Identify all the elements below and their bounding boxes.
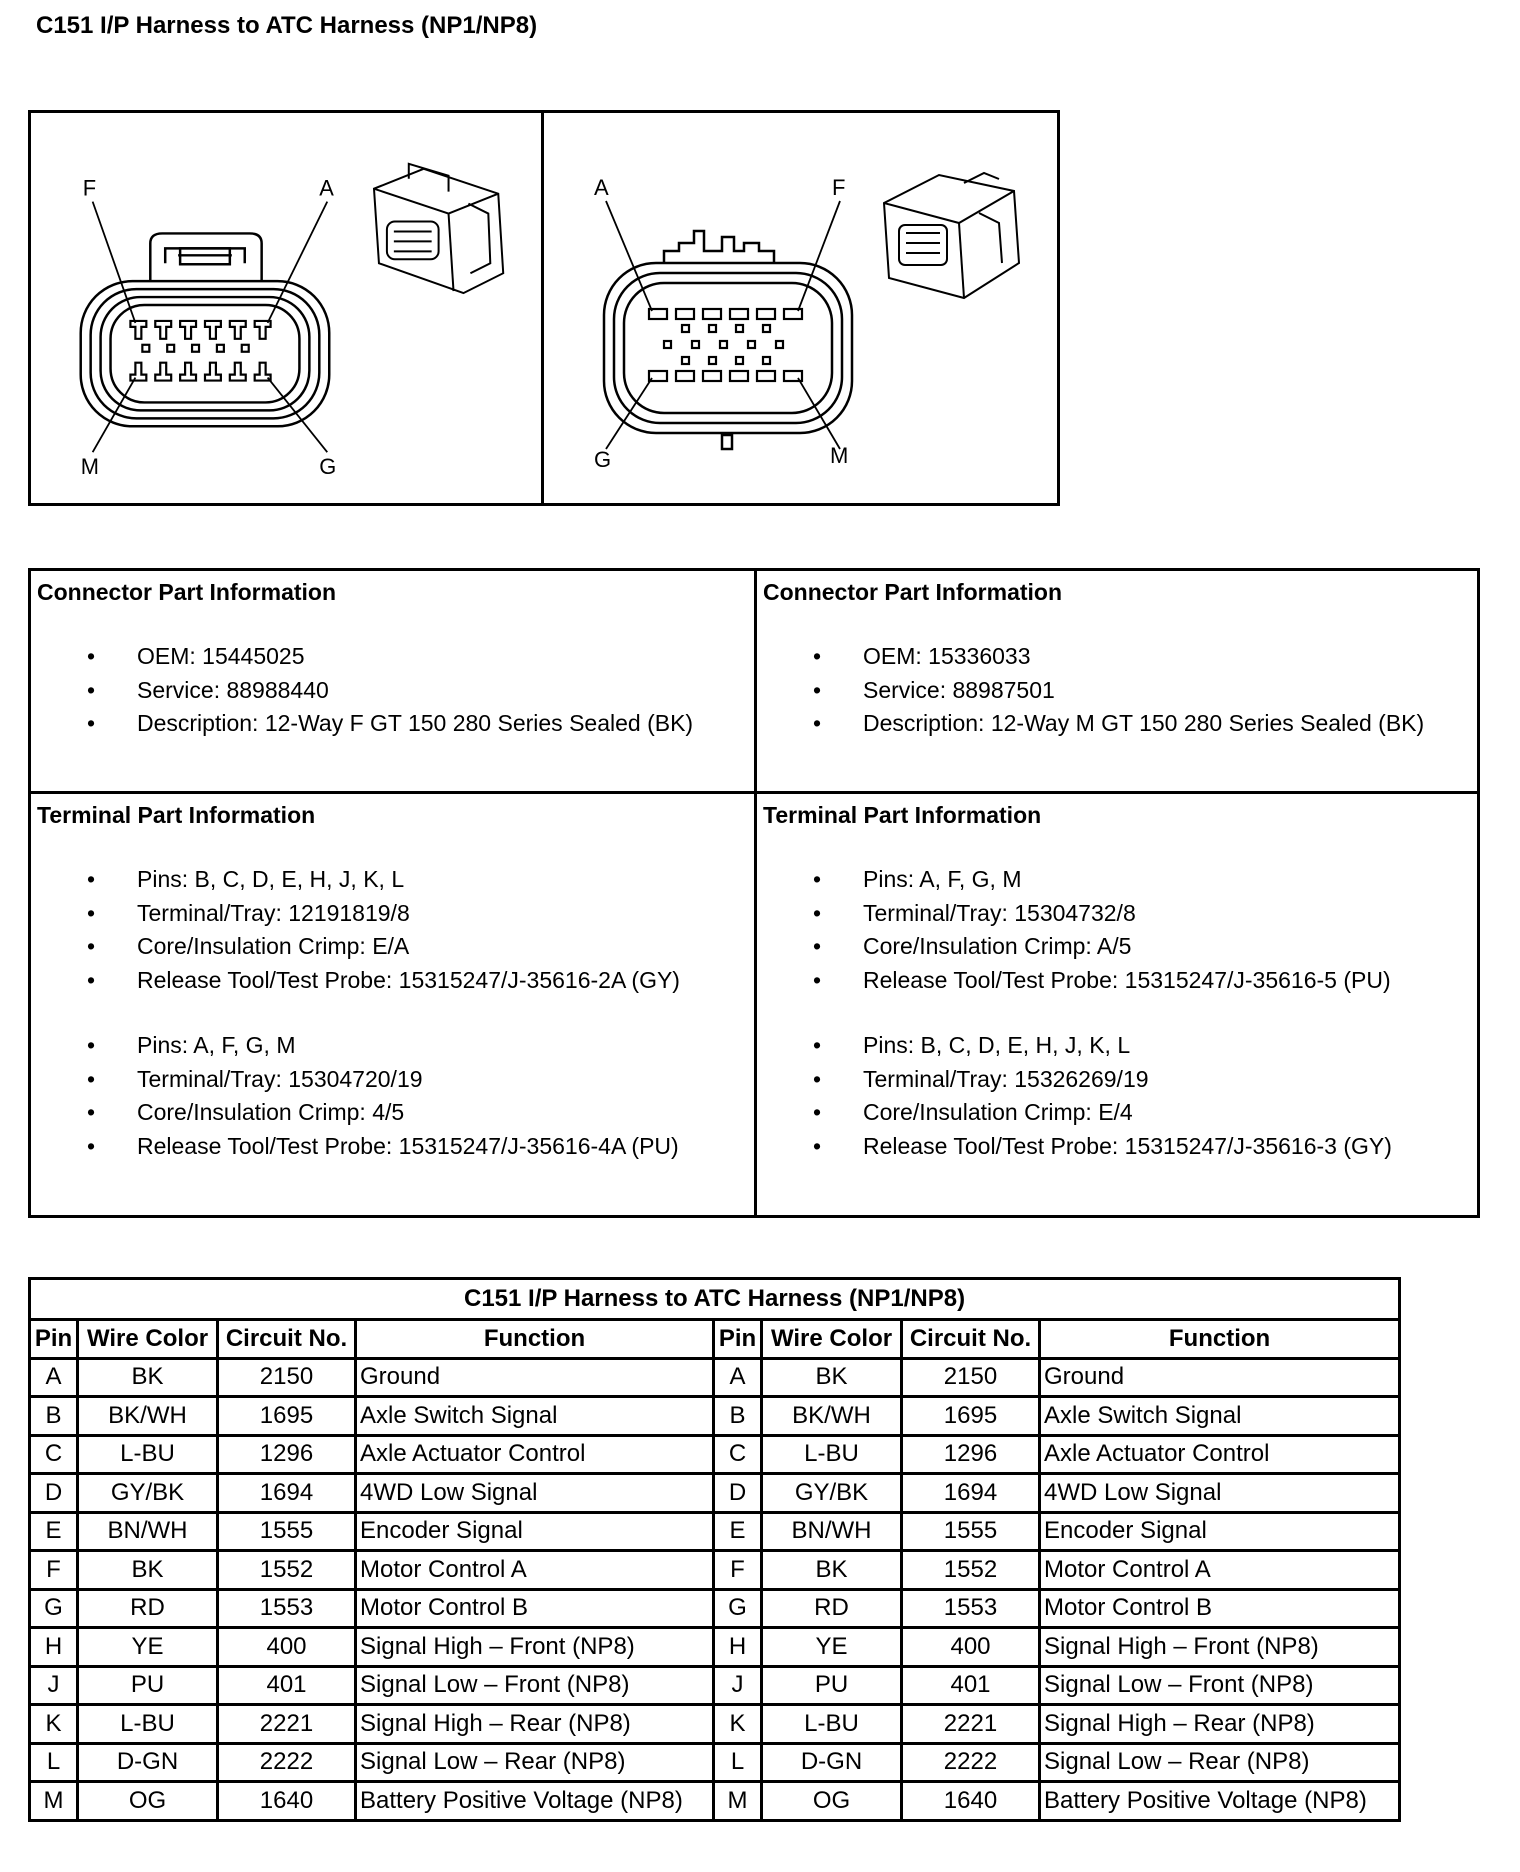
list-item: • Terminal/Tray: 15304720/19 <box>37 1063 748 1097</box>
function-cell: Motor Control A <box>356 1551 714 1590</box>
col-header: Wire Color <box>78 1320 218 1359</box>
wire-color-cell: BK/WH <box>78 1397 218 1436</box>
table-row <box>30 1474 1400 1513</box>
list-item: • Description: 12-Way M GT 150 280 Series Sealed (BK) <box>763 707 1471 741</box>
circuit-cell: 1296 <box>218 1435 356 1474</box>
circuit-cell: 401 <box>218 1666 356 1705</box>
table-row <box>30 1743 1400 1782</box>
wire-color-cell: L-BU <box>78 1705 218 1744</box>
table-row <box>30 1589 1400 1628</box>
label-top-left: A <box>594 175 609 200</box>
circuit-cell: 1552 <box>902 1551 1040 1590</box>
table-row <box>30 1628 1400 1667</box>
list-item: • OEM: 15336033 <box>763 640 1471 674</box>
circuit-cell: 401 <box>902 1666 1040 1705</box>
function-cell: Motor Control B <box>356 1589 714 1628</box>
wire-color-cell: BK <box>762 1551 902 1590</box>
function-cell: Axle Actuator Control <box>1040 1435 1400 1474</box>
page-title: C151 I/P Harness to ATC Harness (NP1/NP8) <box>36 12 538 39</box>
pin-cell: A <box>30 1358 78 1397</box>
pin-cell: J <box>30 1666 78 1705</box>
wire-color-cell: BK <box>78 1358 218 1397</box>
col-header: Pin <box>30 1320 78 1359</box>
circuit-cell: 1555 <box>218 1512 356 1551</box>
wire-color-cell: BK <box>78 1551 218 1590</box>
pin-cell: E <box>714 1512 762 1551</box>
table-header-row <box>30 1320 1400 1359</box>
list-item: • Terminal/Tray: 12191819/8 <box>37 897 748 931</box>
circuit-cell: 2221 <box>902 1705 1040 1744</box>
table-row <box>30 1666 1400 1705</box>
terminal-info-left <box>31 791 754 1215</box>
table-caption: C151 I/P Harness to ATC Harness (NP1/NP8) <box>30 1279 1400 1320</box>
pin-cell: E <box>30 1512 78 1551</box>
circuit-cell: 1296 <box>902 1435 1040 1474</box>
function-cell: Signal Low – Front (NP8) <box>356 1666 714 1705</box>
circuit-cell: 2221 <box>218 1705 356 1744</box>
label-bottom-right: G <box>319 454 337 480</box>
function-cell: Signal High – Rear (NP8) <box>356 1705 714 1744</box>
pin-cell: C <box>30 1435 78 1474</box>
list-item: • Pins: B, C, D, E, H, J, K, L <box>37 863 748 897</box>
function-cell: Signal High – Front (NP8) <box>1040 1628 1400 1667</box>
function-cell: Encoder Signal <box>1040 1512 1400 1551</box>
connector-info-heading: Connector Part Information <box>37 579 337 605</box>
list-item: • Release Tool/Test Probe: 15315247/J-35616-3 (GY) <box>763 1130 1471 1164</box>
table-row <box>30 1397 1400 1436</box>
female-connector-drawing <box>31 113 541 503</box>
table-row <box>30 1435 1400 1474</box>
function-cell: 4WD Low Signal <box>356 1474 714 1513</box>
pin-cell: L <box>714 1743 762 1782</box>
connector-info-right <box>754 571 1477 791</box>
wire-color-cell: BK/WH <box>762 1397 902 1436</box>
pin-cell: K <box>714 1705 762 1744</box>
wire-color-cell: OG <box>762 1782 902 1821</box>
wire-color-cell: YE <box>78 1628 218 1667</box>
pin-cell: M <box>30 1782 78 1821</box>
wire-color-cell: D-GN <box>78 1743 218 1782</box>
table-row <box>30 1705 1400 1744</box>
table-row <box>30 1512 1400 1551</box>
pin-cell: M <box>714 1782 762 1821</box>
pin-cell: F <box>714 1551 762 1590</box>
wire-color-cell: PU <box>78 1666 218 1705</box>
pinout-rows <box>30 1358 1400 1820</box>
list-item: • Release Tool/Test Probe: 15315247/J-35616-5 (PU) <box>763 964 1471 998</box>
wire-color-cell: L-BU <box>762 1705 902 1744</box>
list-item: • Core/Insulation Crimp: 4/5 <box>37 1096 748 1130</box>
wire-color-cell: L-BU <box>78 1435 218 1474</box>
pin-cell: H <box>714 1628 762 1667</box>
wire-color-cell: GY/BK <box>78 1474 218 1513</box>
wire-color-cell: PU <box>762 1666 902 1705</box>
label-top-left: F <box>82 175 97 201</box>
col-header: Wire Color <box>762 1320 902 1359</box>
circuit-cell: 1694 <box>218 1474 356 1513</box>
circuit-cell: 400 <box>218 1628 356 1667</box>
wire-color-cell: OG <box>78 1782 218 1821</box>
function-cell: 4WD Low Signal <box>1040 1474 1400 1513</box>
wire-color-cell: YE <box>762 1628 902 1667</box>
function-cell: Battery Positive Voltage (NP8) <box>356 1782 714 1821</box>
function-cell: Axle Switch Signal <box>1040 1397 1400 1436</box>
circuit-cell: 1695 <box>218 1397 356 1436</box>
list-item: • Release Tool/Test Probe: 15315247/J-35616-4A (PU) <box>37 1130 748 1164</box>
function-cell: Ground <box>1040 1358 1400 1397</box>
pin-cell: C <box>714 1435 762 1474</box>
function-cell: Signal Low – Rear (NP8) <box>1040 1743 1400 1782</box>
wire-color-cell: BK <box>762 1358 902 1397</box>
circuit-cell: 1640 <box>218 1782 356 1821</box>
list-item: • Terminal/Tray: 15326269/19 <box>763 1063 1471 1097</box>
connector-info-heading: Connector Part Information <box>763 579 1063 605</box>
terminal-info-heading: Terminal Part Information <box>763 802 1042 828</box>
wire-color-cell: BN/WH <box>762 1512 902 1551</box>
circuit-cell: 2150 <box>902 1358 1040 1397</box>
circuit-cell: 2222 <box>902 1743 1040 1782</box>
circuit-cell: 400 <box>902 1628 1040 1667</box>
col-header: Pin <box>714 1320 762 1359</box>
circuit-cell: 1555 <box>902 1512 1040 1551</box>
circuit-cell: 1640 <box>902 1782 1040 1821</box>
label-bottom-left: G <box>594 447 612 472</box>
wire-color-cell: GY/BK <box>762 1474 902 1513</box>
function-cell: Signal Low – Front (NP8) <box>1040 1666 1400 1705</box>
pin-cell: B <box>30 1397 78 1436</box>
function-cell: Battery Positive Voltage (NP8) <box>1040 1782 1400 1821</box>
list-item: • Pins: B, C, D, E, H, J, K, L <box>763 1029 1471 1063</box>
circuit-cell: 1553 <box>218 1589 356 1628</box>
male-connector-diagram <box>544 113 1057 503</box>
part-information <box>28 568 1480 1218</box>
list-item: • Service: 88987501 <box>763 674 1471 708</box>
pin-cell: K <box>30 1705 78 1744</box>
col-header: Circuit No. <box>902 1320 1040 1359</box>
list-item: • OEM: 15445025 <box>37 640 748 674</box>
connector-diagrams <box>28 110 1060 506</box>
pin-cell: G <box>714 1589 762 1628</box>
circuit-cell: 1552 <box>218 1551 356 1590</box>
col-header: Function <box>356 1320 714 1359</box>
pin-cell: J <box>714 1666 762 1705</box>
female-connector-isometric-icon <box>374 164 503 293</box>
connector-info-left <box>31 571 754 791</box>
terminal-group-1 <box>763 863 1471 997</box>
circuit-cell: 1694 <box>902 1474 1040 1513</box>
function-cell: Axle Actuator Control <box>356 1435 714 1474</box>
wire-color-cell: D-GN <box>762 1743 902 1782</box>
pin-cell: B <box>714 1397 762 1436</box>
list-item: • Pins: A, F, G, M <box>37 1029 748 1063</box>
pin-cell: H <box>30 1628 78 1667</box>
terminal-group-1 <box>37 863 748 997</box>
connector-info-list <box>763 640 1471 741</box>
terminal-group-2 <box>37 1029 748 1163</box>
pin-cell: D <box>714 1474 762 1513</box>
pin-cell: G <box>30 1589 78 1628</box>
function-cell: Encoder Signal <box>356 1512 714 1551</box>
list-item: • Release Tool/Test Probe: 15315247/J-35616-2A (GY) <box>37 964 748 998</box>
table-row <box>30 1551 1400 1590</box>
circuit-cell: 2150 <box>218 1358 356 1397</box>
male-connector-drawing <box>544 113 1057 503</box>
function-cell: Motor Control A <box>1040 1551 1400 1590</box>
list-item: • Pins: A, F, G, M <box>763 863 1471 897</box>
circuit-cell: 1553 <box>902 1589 1040 1628</box>
pin-cell: F <box>30 1551 78 1590</box>
list-item: • Core/Insulation Crimp: A/5 <box>763 930 1471 964</box>
terminal-info-right <box>754 791 1477 1215</box>
wire-color-cell: RD <box>78 1589 218 1628</box>
list-item: • Description: 12-Way F GT 150 280 Series Sealed (BK) <box>37 707 748 741</box>
circuit-cell: 2222 <box>218 1743 356 1782</box>
function-cell: Axle Switch Signal <box>356 1397 714 1436</box>
terminal-group-2 <box>763 1029 1471 1163</box>
terminal-info-heading: Terminal Part Information <box>37 802 316 828</box>
list-item: • Terminal/Tray: 15304732/8 <box>763 897 1471 931</box>
table-row <box>30 1782 1400 1821</box>
table-row <box>30 1358 1400 1397</box>
female-connector-diagram <box>31 113 544 503</box>
list-item: • Service: 88988440 <box>37 674 748 708</box>
label-bottom-right: M <box>830 443 849 468</box>
wire-color-cell: L-BU <box>762 1435 902 1474</box>
label-top-right: A <box>319 175 334 201</box>
wire-color-cell: BN/WH <box>78 1512 218 1551</box>
male-connector-isometric-icon <box>884 173 1019 298</box>
function-cell: Signal High – Rear (NP8) <box>1040 1705 1400 1744</box>
function-cell: Signal Low – Rear (NP8) <box>356 1743 714 1782</box>
connector-info-list <box>37 640 748 741</box>
pin-cell: A <box>714 1358 762 1397</box>
list-item: • Core/Insulation Crimp: E/A <box>37 930 748 964</box>
pinout-table <box>28 1277 1401 1822</box>
circuit-cell: 1695 <box>902 1397 1040 1436</box>
pin-cell: L <box>30 1743 78 1782</box>
label-top-right: F <box>832 175 846 200</box>
function-cell: Ground <box>356 1358 714 1397</box>
list-item: • Core/Insulation Crimp: E/4 <box>763 1096 1471 1130</box>
col-header: Function <box>1040 1320 1400 1359</box>
pin-cell: D <box>30 1474 78 1513</box>
wire-color-cell: RD <box>762 1589 902 1628</box>
function-cell: Signal High – Front (NP8) <box>356 1628 714 1667</box>
col-header: Circuit No. <box>218 1320 356 1359</box>
label-bottom-left: M <box>80 454 99 480</box>
function-cell: Motor Control B <box>1040 1589 1400 1628</box>
